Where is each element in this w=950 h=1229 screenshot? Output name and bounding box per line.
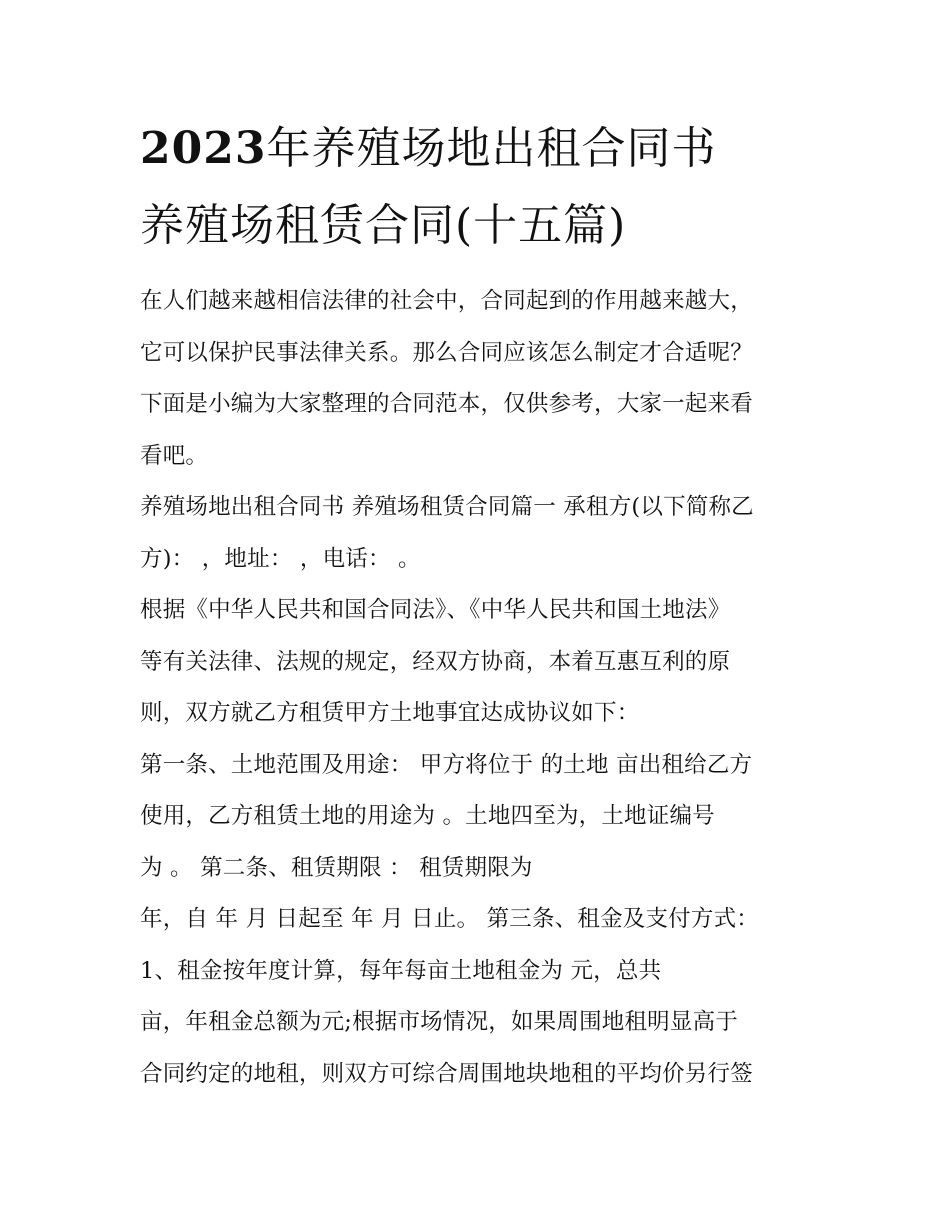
title-line-1-text: 年养殖场地出租合同书 (266, 123, 717, 174)
body-line: 1、租金按年度计算，每年每亩土地租金为 元，总共 (140, 957, 662, 984)
body-line: 等有关法律、法规的规定，经双方协商，本着互惠互利的原 (140, 648, 731, 675)
body-line: 为 。 第二条、租赁期限 ： 租赁期限为 (140, 854, 533, 881)
document-body (140, 279, 820, 1103)
body-line: 亩，年租金总额为元;根据市场情况，如果周围地租明显高于 (140, 1009, 738, 1035)
body-line: 方)： ，地址： ，电话： 。 (140, 545, 421, 572)
body-line: 下面是小编为大家整理的合同范本，仅供参考，大家一起来看 (140, 391, 753, 417)
body-line: 养殖场地出租合同书 养殖场租赁合同篇一 承租方(以下简称乙 (140, 494, 754, 520)
body-line: 使用，乙方租赁土地的用途为 。土地四至为，土地证编号 (140, 803, 715, 829)
body-line: 则，双方就乙方租赁甲方土地事宜达成协议如下： (140, 700, 640, 726)
document-title-line-1 (140, 121, 716, 177)
title-year: 2023 (140, 123, 267, 174)
body-line: 看吧。 (140, 442, 209, 469)
body-line: 年，自 年 月 日起至 年 月 日止。 第三条、租金及支付方式： (140, 906, 759, 932)
body-line: 根据《中华人民共和国合同法》、《中华人民共和国土地法》 (140, 597, 731, 623)
body-line: 第一条、土地范围及用途： 甲方将位于 的土地 亩出租给乙方 (140, 751, 753, 778)
body-line: 合同约定的地租，则双方可综合周围地块地租的平均价另行签 (140, 1060, 753, 1087)
document-title-line-2: 养殖场租赁合同(十五篇) (140, 200, 627, 251)
body-line: 在人们越来越相信法律的社会中，合同起到的作用越来越大， (140, 288, 753, 314)
body-line: 它可以保护民事法律关系。那么合同应该怎么制定才合适呢？ (140, 339, 753, 366)
